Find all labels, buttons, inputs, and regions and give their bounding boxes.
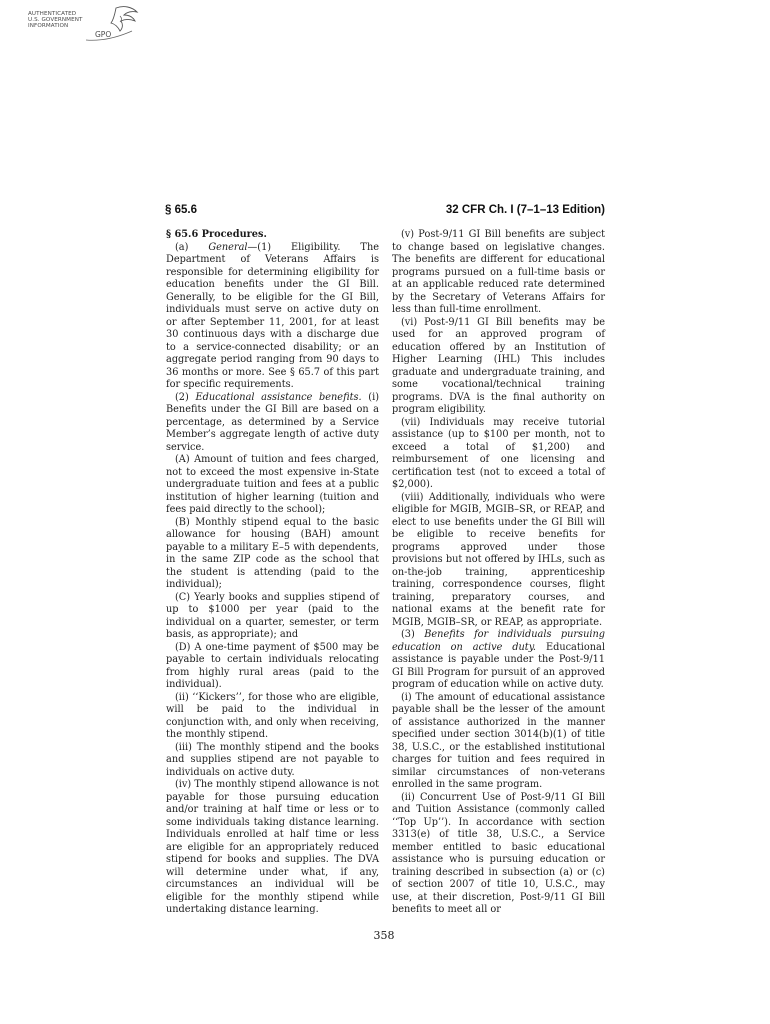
paragraph bbox=[392, 692, 605, 792]
paragraph bbox=[166, 779, 379, 917]
paragraph bbox=[166, 592, 379, 642]
paragraph bbox=[166, 454, 379, 517]
paragraph-text: (ii) ‘‘Kickers’’, for those who are eligible, will be paid to the individual in conjunction with, and only when receiving, the monthly stipend. bbox=[166, 691, 379, 740]
paragraph bbox=[392, 229, 605, 317]
paragraph-text: (D) A one-time payment of $500 may be payable to certain individuals relocating from highly rural areas (paid to the individual). bbox=[166, 641, 379, 690]
paragraph-text: (iv) The monthly stipend allowance is not payable for those pursuing education and/or training at half time or less or to some individuals taking distance learning. Individuals enrolled at half time or less are eligible for an appropriately reduced stipend for books and supplies. The DVA will determine under what, if any, circumstances an individual will be eligible for the monthly stipend while undertaking distance learning. bbox=[166, 779, 379, 915]
paragraph-italic-heading: Benefits for individuals pursuing education on active duty. bbox=[392, 629, 605, 653]
paragraph bbox=[392, 629, 605, 692]
paragraph bbox=[392, 792, 605, 917]
paragraph-text: (viii) Additionally, individuals who were eligible for MGIB, MGIB–SR, or REAP, and elect to use benefits under the GI Bill will be eligible to receive benefits for programs approved under those provisions but not offered by IHLs, such as on-the-job training, apprenticeship training, correspondence courses, flight training, preparatory courses, and national exams at the benefit rate for MGIB, MGIB–SR, or REAP, as appropriate. bbox=[392, 491, 605, 628]
right-column bbox=[392, 229, 605, 917]
logo-line: INFORMATION bbox=[28, 23, 69, 29]
paragraph bbox=[166, 642, 379, 692]
paragraph bbox=[166, 242, 379, 392]
logo-mark: GPO bbox=[95, 30, 112, 39]
paragraph-text: (vii) Individuals may receive tutorial assistance (up to $100 per month, not to exceed a total of $1,200) and reimbursement of one licensing and certification test (not to exceed a total of $2,000). bbox=[392, 416, 605, 490]
paragraph bbox=[166, 742, 379, 780]
page-number: 358 bbox=[373, 929, 395, 942]
paragraph-text: (i) The amount of educational assistance payable shall be the lesser of the amount of assistance authorized in the manner specified under section 3014(b)(1) of title 38, U.S.C., or the established institutional charges for tuition and fees required in similar circumstances of non-veterans enrolled in the same program. bbox=[392, 691, 605, 790]
paragraph-prefix: (3) bbox=[401, 629, 425, 640]
paragraph-text: (C) Yearly books and supplies stipend of up to $1000 per year (paid to the individual on a quarter, semester, or term basis, as appropriate); and bbox=[166, 591, 379, 640]
header-edition-title: 32 CFR Ch. I (7–1–13 Edition) bbox=[445, 204, 605, 216]
paragraph-text: (v) Post-9/11 GI Bill benefits are subject to change based on legislative changes. The benefits are different for educational programs pursued on a full-time basis or at an applicable reduced rate determined by the Secretary of Veterans Affairs for less than full-time enrollment. bbox=[392, 229, 605, 315]
logo-line: AUTHENTICATED bbox=[28, 11, 77, 17]
right-paragraphs bbox=[392, 229, 605, 917]
logo-line: U.S. GOVERNMENT bbox=[28, 17, 83, 23]
header-section-number: § 65.6 bbox=[165, 204, 197, 216]
paragraph-prefix: (a) bbox=[175, 241, 209, 253]
paragraph bbox=[392, 417, 605, 492]
left-column bbox=[166, 229, 379, 917]
paragraph bbox=[166, 517, 379, 592]
paragraph-text: (iii) The monthly stipend and the books and supplies stipend are not payable to individuals on active duty. bbox=[166, 741, 379, 778]
paragraph-text: (A) Amount of tuition and fees charged, not to exceed the most expensive in-State undergraduate tuition and fees at a public institution of higher learning (tuition and fees paid directly to the school); bbox=[166, 454, 379, 515]
section-heading bbox=[166, 229, 379, 242]
paragraph bbox=[392, 492, 605, 630]
paragraph-text: —(1) Eligibility. The Department of Veterans Affairs is responsible for determining eligibility for education benefits under the GI Bill. Generally, to be eligible for the GI Bill, individuals must serve on active duty on or after September 11, 2001, for at least 30 continuous days with a discharge due to a service-connected disability; or an aggregate period ranging from 90 days to 36 months or more. See § 65.7 of this part for specific requirements. bbox=[166, 241, 379, 390]
paragraph-text: (vi) Post-9/11 GI Bill benefits may be used for an approved program of education offered by an Institution of Higher Learning (IHL) This includes graduate and undergraduate training, and some vocational/technical training programs. DVA is the final authority on program eligibility. bbox=[392, 316, 605, 415]
paragraph-italic-heading: General bbox=[208, 241, 248, 253]
gpo-authentication-logo bbox=[28, 4, 140, 44]
paragraph-text: (B) Monthly stipend equal to the basic allowance for housing (BAH) amount payable to a military E–5 with dependents, in the same ZIP code as the school that the student is attending (paid to the individual); bbox=[166, 516, 379, 590]
section-heading-text: § 65.6 Procedures. bbox=[166, 229, 267, 240]
paragraph bbox=[166, 392, 379, 455]
paragraph-prefix: (2) bbox=[175, 391, 196, 403]
paragraph-text: (i) Benefits under the GI Bill are based on a percentage, as determined by a Service Member’s aggregate length of active duty service. bbox=[166, 391, 379, 453]
page-header bbox=[165, 204, 605, 218]
paragraph bbox=[392, 317, 605, 417]
paragraph-italic-heading: Educational assistance benefits. bbox=[195, 391, 362, 403]
paragraph bbox=[166, 692, 379, 742]
paragraph-text: (ii) Concurrent Use of Post-9/11 GI Bill and Tuition Assistance (commonly called ‘‘Top Up’’). In accordance with section 3313(e) of title 38, U.S.C., a Service member entitled to basic educational assistance who is pursuing education or training described in subsection (a) or (c) of section 2007 of title 10, U.S.C., may use, at their discretion, Post-9/11 GI Bill benefits to meet all or bbox=[392, 791, 605, 915]
paragraph-text: Educational assistance is payable under the Post-9/11 GI Bill Program for pursuit of an approved program of education while on active duty. bbox=[392, 641, 605, 690]
left-paragraphs bbox=[166, 242, 379, 917]
